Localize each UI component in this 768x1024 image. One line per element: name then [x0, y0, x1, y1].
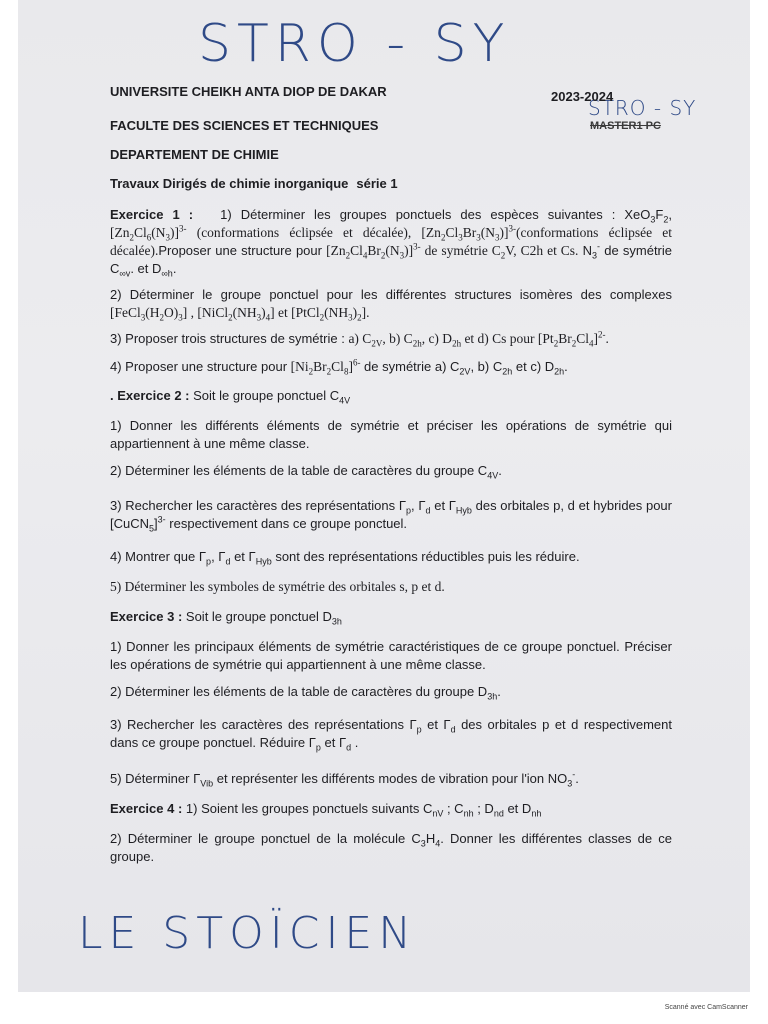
ex1-q3-intro: 3) Proposer trois structures de symétrie :	[110, 331, 345, 346]
ex2-q1: 1) Donner les différents éléments de symétrie et préciser les opérations de symétrie qui appartiennent à une même classe.	[110, 418, 672, 451]
ex1-title: Exercice 1 :	[110, 207, 194, 222]
ex4-q1: Exercice 4 : 1) Soient les groupes ponctuels suivants $C_{nV}$ ; $C_{nh}$ ; $D_{nd}$ et $D_{nh}$	[110, 801, 542, 819]
ex2-intro: Soit le groupe ponctuel C	[193, 388, 340, 403]
ex3-q2: 2) Déterminer les éléments de la table de caractères du groupe $D_{3h}$.	[110, 684, 501, 702]
ex2-q3-text: 3) Rechercher les caractères des représentations	[110, 498, 396, 513]
ex3-intro: Soit le groupe ponctuel D	[185, 609, 332, 624]
ex3-q3: 3) Rechercher les caractères des représentations $\Gamma_p$ et $\Gamma_d$ des orbitales p et d respectivement dans ce groupe ponctuel. Réduire $\Gamma_p$ et $\Gamma_d$ .	[110, 717, 672, 753]
ex1-q2-text: 2) Déterminer le groupe ponctuel pour les différentes structures isomères des complexes	[110, 287, 672, 302]
ex4-title: Exercice 4 :	[110, 801, 183, 816]
ex3-q5: 5) Déterminer $\Gamma_{Vib}$ et représenter les différents modes de vibration pour l'ion $NO_3^-$.	[110, 769, 579, 789]
ex4-q2-text: 2) Déterminer le groupe ponctuel de la molécule C	[110, 831, 421, 846]
handwritten-title: STRO - SY	[198, 14, 511, 74]
ex3-heading: Exercice 3 : Soit le groupe ponctuel $D_{3h}$	[110, 609, 342, 627]
ex1-q1: Exercice 1 : 1) Déterminer les groupes ponctuels des espèces suivantes : $XeO_3F_2$, $[Zn_2Cl_6(N_3)]^{3-}$ (conformations éclipsée et décalée), $[Zn_2Cl_3Br_3(N_3)]^{3-}(conformations$ éclipsée et décalée).Proposer une structure pour $[Zn_2Cl_4Br_2(N_3)]^{3-}$ de symétrie $C_2V$, C2h et Cs. $N_3^-$ de symétrie $C_{\infty v}$. et $D_{\infty h}$.	[110, 207, 673, 279]
ex4-q1-text: 1) Soient les groupes ponctuels suivants	[185, 801, 420, 816]
ex2-q2: 2) Déterminer les éléments de la table de caractères du groupe $C_{4V}$.	[110, 463, 502, 481]
ex3-q5-text: 5) Déterminer	[110, 771, 190, 786]
ex3-q1: 1) Donner les principaux éléments de symétrie caractéristiques de ce groupe ponctuel. Préciser les opérations de symétrie qui appartiennent à une même classe.	[110, 639, 672, 672]
ex2-title: . Exercice 2 :	[110, 388, 190, 403]
ex3-title: Exercice 3 :	[110, 609, 183, 624]
handwritten-side-note: STRO - SY	[588, 96, 697, 120]
ex4-q2: 2) Déterminer le groupe ponctuel de la molécule $C_3H_4$. Donner les différentes classes de ce groupe.	[110, 831, 672, 864]
ex3-q2-text: 2) Déterminer les éléments de la table de caractères du groupe D	[110, 684, 488, 699]
ex3-q3-text: 3) Rechercher les caractères des représentations	[110, 717, 404, 732]
series-number: série 1	[356, 176, 398, 191]
faculty-name: FACULTE DES SCIENCES ET TECHNIQUES	[110, 118, 379, 133]
ex2-q4-text: 4) Montrer que	[110, 549, 196, 564]
struck-text: MASTER1 PC	[590, 120, 661, 132]
scanned-page	[18, 0, 750, 992]
ex2-q5: 5) Déterminer les symboles de symétrie des orbitales s, p et d.	[110, 579, 445, 594]
department-name: DEPARTEMENT DE CHIMIE	[110, 147, 279, 162]
scanner-watermark: Scanné avec CamScanner	[664, 1004, 748, 1011]
academic-year: 2023-2024	[551, 89, 614, 104]
ex1-q4: 4) Proposer une structure pour $[Ni_2Br_2Cl_8]^{6-}$ de symétrie a) $C_{2V}$, b) $C_{2h}$ et c) $D_{2h}$.	[110, 357, 568, 377]
ex1-q2: 2) Déterminer le groupe ponctuel pour les différentes structures isomères des complexes $[FeCl_3(H_2O)_3]$ , $[NiCl_2(NH_3)_4]$ et $[PtCl_2(NH_3)_2]$.	[110, 287, 672, 323]
ex2-q4: 4) Montrer que $\Gamma_p$, $\Gamma_d$ et $\Gamma_{Hyb}$ sont des représentations réductibles puis les réduire.	[110, 549, 580, 567]
ex2-q2-text: 2) Déterminer les éléments de la table de caractères du groupe C	[110, 463, 488, 478]
course-title	[110, 176, 398, 191]
ex2-heading: . Exercice 2 : Soit le groupe ponctuel $C_{4V}$	[110, 388, 351, 406]
handwritten-signature: LE STOÏCIEN	[78, 908, 418, 959]
ex1-q1-intro: 1) Déterminer les groupes ponctuels des espèces suivantes : XeO	[220, 207, 651, 222]
university-name: UNIVERSITE CHEIKH ANTA DIOP DE DAKAR	[110, 84, 387, 99]
course-name: Travaux Dirigés de chimie inorganique	[110, 176, 349, 191]
ex2-q3: 3) Rechercher les caractères des représentations $\Gamma_p$, $\Gamma_d$ et $\Gamma_{Hyb}$ des orbitales p, d et hybrides pour [CuCN$_5$]$^{3-}$ respectivement dans ce groupe ponctuel.	[110, 498, 672, 534]
ex1-q4-intro: 4) Proposer une structure pour	[110, 359, 288, 374]
ex1-q3: 3) Proposer trois structures de symétrie : a) $C_{2V}$, b) $C_{2h}$, c) $D_{2h}$ et d) Cs pour $[Pt_2Br_2Cl_4]^{2-}$.	[110, 329, 609, 349]
